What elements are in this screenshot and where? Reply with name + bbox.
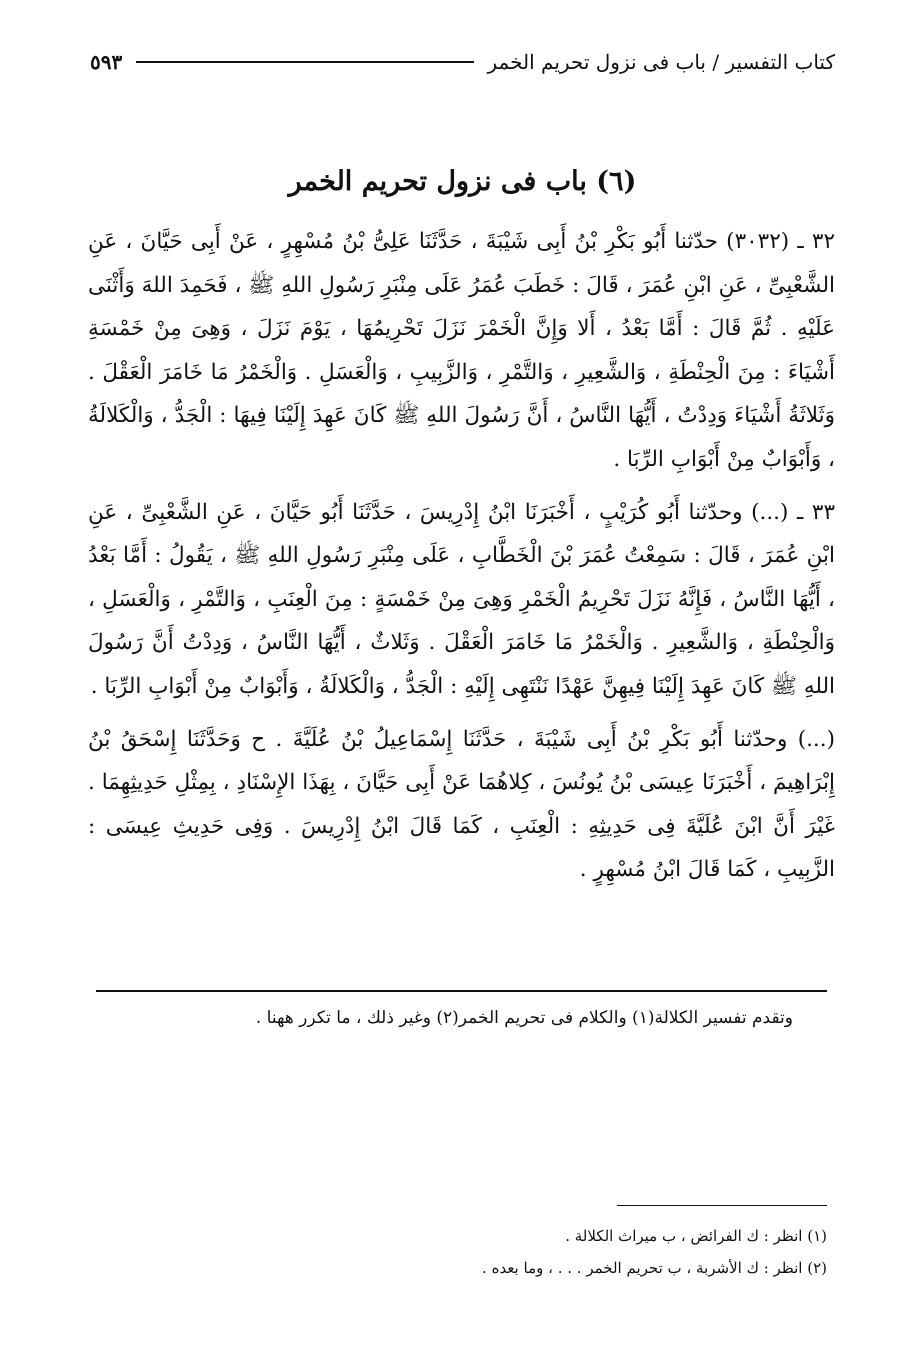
main-text-rule (96, 990, 827, 992)
page-number: ٥٩٣ (90, 50, 123, 74)
body-text (88, 220, 835, 892)
hadith-paragraph-33: ٣٣ ـ (...) وحدّثنا أَبُو كُرَيْبٍ ، أَخْبَرَنَا ابْنُ إِدْرِيسَ ، حَدَّثَنَا أَبُو حَيَّانَ ، عَنِ الشَّعْبِىِّ ، عَنِ ابْنِ عُمَرَ ، قَالَ : سَمِعْتُ عُمَرَ بْنَ الْخَطَّابِ ، عَلَى مِنْبَرِ رَسُولِ اللهِ ﷺ ، يَقُولُ : أَمَّا بَعْدُ ، أَيُّهَا النَّاسُ ، فَإِنَّهُ نَزَلَ تَحْرِيمُ الْخَمْرِ وَهِىَ مِنْ خَمْسَةٍ : مِنَ الْعِنَبِ ، وَالتَّمْرِ ، وَالْعَسَلِ ، وَالْحِنْطَةِ ، وَالشَّعِيرِ . وَالْخَمْرُ مَا خَامَرَ الْعَقْلَ . وَثَلاثٌ ، أَيُّهَا النَّاسُ ، وَدِدْتُ أَنَّ رَسُولَ اللهِ ﷺ كَانَ عَهِدَ إِلَيْنَا فِيهِنَّ عَهْدًا نَنْتَهِى إِلَيْهِ : الْجَدُّ ، وَالْكَلالَةُ ، وَأَبْوَابٌ مِنْ أَبْوَابِ الرِّبَا . (88, 499, 835, 699)
hadith-paragraph-32: ٣٢ ـ (٣٠٣٢) حدّثنا أَبُو بَكْرِ بْنُ أَبِى شَيْبَةَ ، حَدَّثَنَا عَلِىُّ بْنُ مُسْهِرٍ ، عَنْ أَبِى حَيَّانَ ، عَنِ الشَّعْبِىِّ ، عَنِ ابْنِ عُمَرَ ، قَالَ : خَطَبَ عُمَرُ عَلَى مِنْبَرِ رَسُولِ اللهِ ﷺ ، فَحَمِدَ اللهَ وَأَثْنَى عَلَيْهِ . ثُمَّ قَالَ : أَمَّا بَعْدُ ، أَلا وَإِنَّ الْخَمْرَ نَزَلَ تَحْرِيمُهَا ، يَوْمَ نَزَلَ ، وَهِىَ مِنْ خَمْسَةِ أَشْيَاءَ : مِنَ الْحِنْطَةِ ، وَالشَّعِيرِ ، وَالتَّمْرِ ، وَالزَّبِيبِ ، وَالْعَسَلِ . وَالْخَمْرُ مَا خَامَرَ الْعَقْلَ . وَثَلاثَةُ أَشْيَاءَ وَدِدْتُ ، أَيُّهَا النَّاسُ ، أَنَّ رَسُولَ اللهِ ﷺ كَانَ عَهِدَ إِلَيْنَا فِيهَا : الْجَدُّ ، وَالْكَلالَةُ ، وَأَبْوَابٌ مِنْ أَبْوَابِ الرِّبَا . (88, 229, 835, 472)
section-heading: (٦) باب فى نزول تحريم الخمر (288, 166, 637, 197)
hadith-paragraph-chain: (...) وحدّثنا أَبُو بَكْرِ بْنُ أَبِى شَيْبَةَ ، حَدَّثَنَا إِسْمَاعِيلُ بْنُ عُلَيَّةَ . ح وَحَدَّثَنَا إِسْحَقُ بْنُ إِبْرَاهِيمَ ، أَخْبَرَنَا عِيسَى بْنُ يُونُسَ ، كِلاهُمَا عَنْ أَبِى حَيَّانَ ، بِهَذَا الإِسْنَادِ ، بِمِثْلِ حَدِيثِهِمَا . غَيْرَ أَنَّ ابْنَ عُلَيَّةَ فِى حَدِيثِهِ : الْعِنَبِ ، كَمَا قَالَ ابْنُ إِدْرِيسَ . وَفِى حَدِيثِ عِيسَى : الزَّبِيبِ ، كَمَا قَالَ ابْنُ مُسْهِرٍ . (88, 726, 835, 883)
header-title: كتاب التفسير / باب فى نزول تحريم الخمر (487, 50, 835, 74)
footnote-2: (٢) انظر : ك الأشربة ، ب تحريم الخمر . . . ، وما بعده . (482, 1259, 827, 1277)
footnote-rule (617, 1205, 827, 1206)
footnotes (96, 1220, 827, 1284)
header-rule (136, 61, 473, 63)
footnote-1: (١) انظر : ك الفرائض ، ب ميراث الكلالة . (565, 1227, 827, 1245)
running-header (90, 44, 835, 80)
editor-note: وتقدم تفسير الكلالة(١) والكلام فى تحريم الخمر(٢) وغير ذلك ، ما تكرر ههنا . (255, 1008, 793, 1028)
